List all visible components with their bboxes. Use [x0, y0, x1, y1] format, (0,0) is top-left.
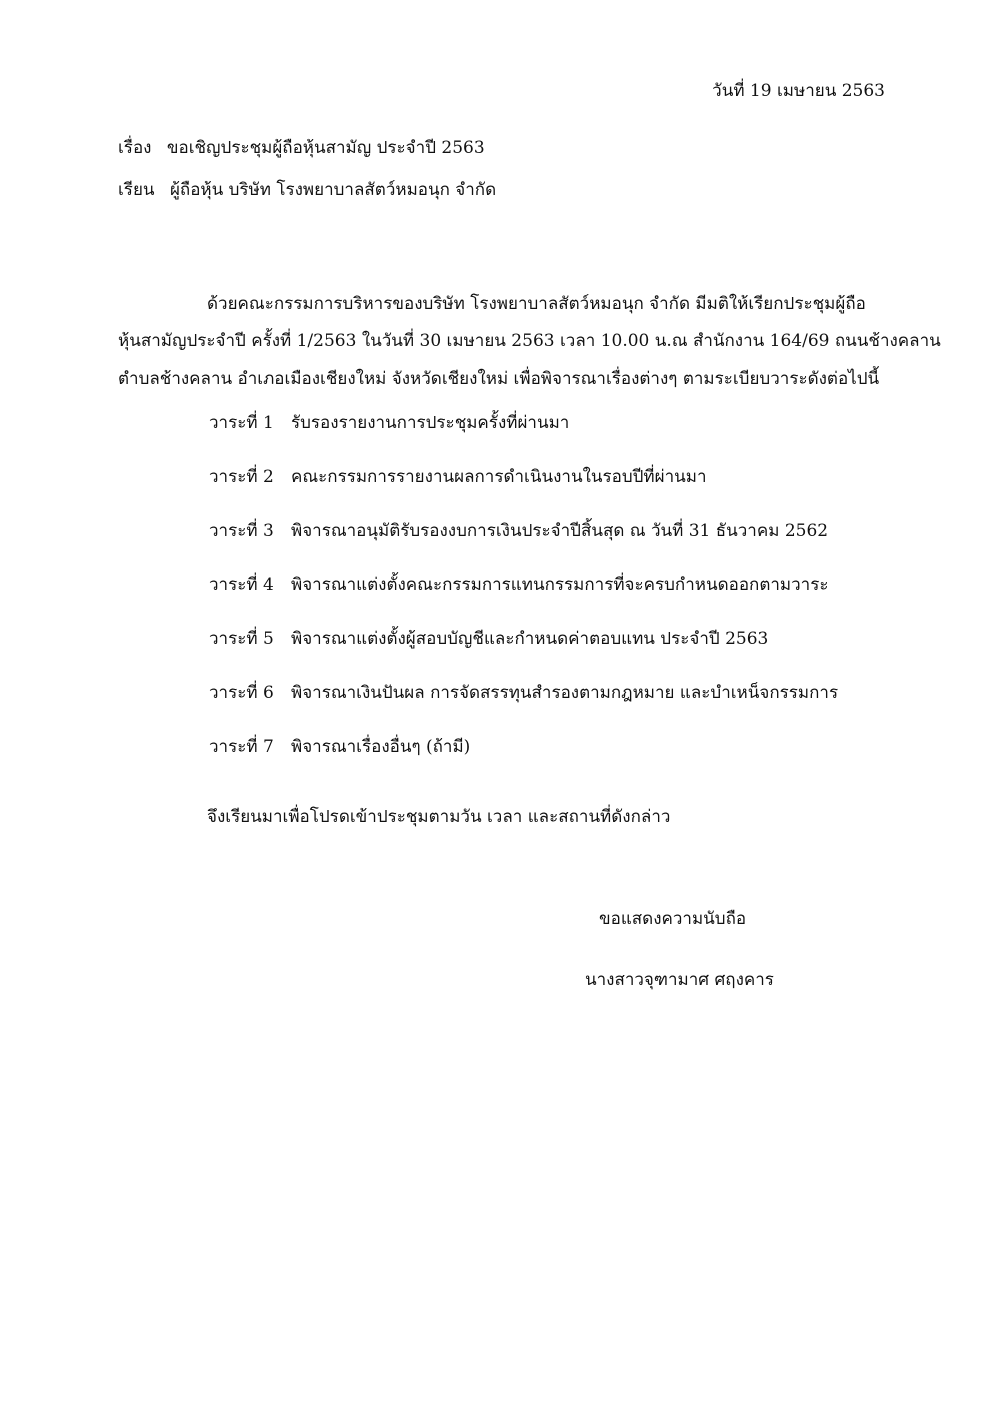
body-paragraph-line-3: ตำบลช้างคลาน อำเภอเมืองเชียงใหม่ จังหวัดเชียงใหม่ เพื่อพิจารณาเรื่องต่างๆ ตามระเบียบวาระดังต่อไปนี้ [118, 369, 880, 389]
body-paragraph-line-2: หุ้นสามัญประจำปี ครั้งที่ 1/2563 ในวันที่ 30 เมษายน 2563 เวลา 10.00 น.ณ สำนักงาน 164/69 ถนนช้างคลาน [118, 331, 941, 351]
agenda-item [209, 627, 838, 681]
agenda-number: วาระที่ 3 [209, 521, 274, 541]
agenda-item [209, 681, 838, 735]
agenda-text: พิจารณาแต่งตั้งผู้สอบบัญชีและกำหนดค่าตอบแทน ประจำปี 2563 [291, 629, 769, 649]
agenda-text: คณะกรรมการรายงานผลการดำเนินงานในรอบปีที่ผ่านมา [291, 467, 707, 487]
agenda-item [209, 411, 838, 465]
recipient-line [118, 178, 496, 202]
signature-name: นางสาวจุฑามาศ ศฤงคาร [585, 970, 774, 990]
agenda-text: พิจารณาอนุมัติรับรองงบการเงินประจำปีสิ้นสุด ณ วันที่ 31 ธันวาคม 2562 [291, 521, 829, 541]
agenda-number: วาระที่ 6 [209, 683, 274, 703]
closing-statement: จึงเรียนมาเพื่อโปรดเข้าประชุมตามวัน เวลา และสถานที่ดังกล่าว [207, 807, 671, 827]
recipient-text: ผู้ถือหุ้น บริษัท โรงพยาบาลสัตว์หมอนุก จำกัด [169, 180, 497, 200]
subject-line [118, 136, 485, 160]
agenda-item [209, 465, 838, 519]
agenda-list [209, 411, 838, 789]
agenda-item [209, 735, 838, 789]
agenda-number: วาระที่ 7 [209, 737, 274, 757]
subject-text: ขอเชิญประชุมผู้ถือหุ้นสามัญ ประจำปี 2563 [166, 138, 485, 158]
recipient-label: เรียน [118, 180, 155, 200]
letter-date: วันที่ 19 เมษายน 2563 [712, 81, 885, 101]
agenda-text: พิจารณาเรื่องอื่นๆ (ถ้ามี) [291, 737, 471, 757]
agenda-text: รับรองรายงานการประชุมครั้งที่ผ่านมา [291, 413, 570, 433]
agenda-text: พิจารณาเงินปันผล การจัดสรรทุนสำรองตามกฎหมาย และบำเหน็จกรรมการ [291, 683, 839, 703]
agenda-item [209, 573, 838, 627]
agenda-number: วาระที่ 1 [209, 413, 274, 433]
agenda-number: วาระที่ 5 [209, 629, 274, 649]
agenda-text: พิจารณาแต่งตั้งคณะกรรมการแทนกรรมการที่จะครบกำหนดออกตามวาระ [291, 575, 829, 595]
agenda-number: วาระที่ 4 [209, 575, 274, 595]
subject-label: เรื่อง [118, 138, 152, 158]
agenda-item [209, 519, 838, 573]
agenda-number: วาระที่ 2 [209, 467, 274, 487]
signature-regards: ขอแสดงความนับถือ [599, 909, 747, 929]
body-paragraph-line-1: ด้วยคณะกรรมการบริหารของบริษัท โรงพยาบาลสัตว์หมอนุก จำกัด มีมติให้เรียกประชุมผู้ถือ [207, 294, 866, 314]
